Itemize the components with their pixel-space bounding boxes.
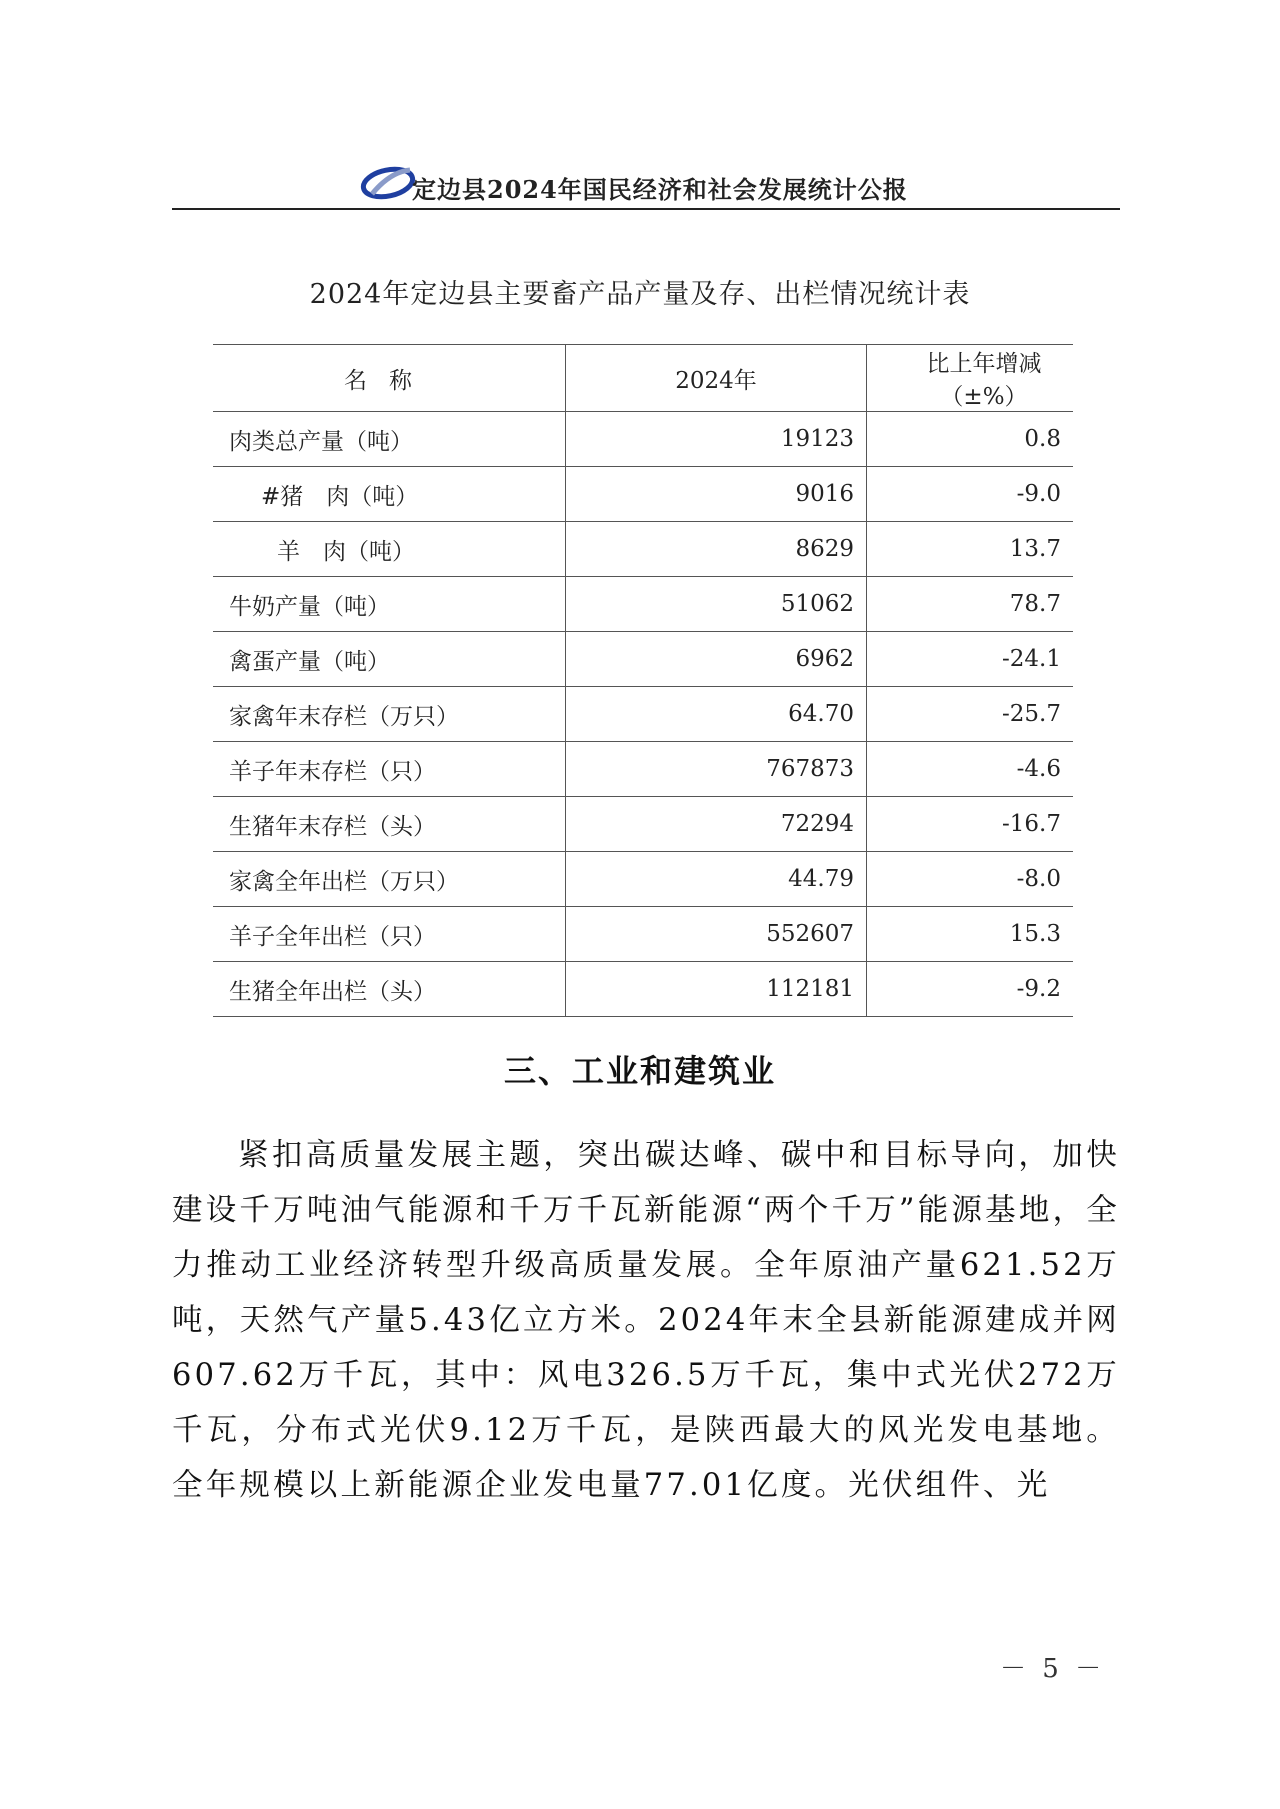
- row-value: 112181: [566, 962, 867, 1017]
- section-paragraph: 紧扣高质量发展主题，突出碳达峰、碳中和目标导向，加快建设千万吨油气能源和千万千瓦新能源“两个千万”能源基地，全力推动工业经济转型升级高质量发展。全年原油产量621.52万吨，天然气产量5.43亿立方米。2024年末全县新能源建成并网607.62万千瓦，其中：风电326.5万千瓦，集中式光伏272万千瓦，分布式光伏9.12万千瓦，是陕西最大的风光发电基地。全年规模以上新能源企业发电量77.01亿度。光伏组件、光: [172, 1138, 1120, 1503]
- row-change: -4.6: [867, 742, 1074, 797]
- row-value: 6962: [566, 632, 867, 687]
- livestock-statistics-table: [213, 344, 1073, 1017]
- row-change: -8.0: [867, 852, 1074, 907]
- row-change: 0.8: [867, 412, 1074, 467]
- row-name: 羊子全年出栏（只）: [213, 907, 566, 962]
- row-value: 51062: [566, 577, 867, 632]
- table-row: [213, 797, 1073, 852]
- table-row: [213, 522, 1073, 577]
- row-change: 15.3: [867, 907, 1074, 962]
- table-row: [213, 907, 1073, 962]
- table-row: [213, 467, 1073, 522]
- row-name: 羊 肉（吨）: [213, 522, 566, 577]
- row-value: 9016: [566, 467, 867, 522]
- row-value: 767873: [566, 742, 867, 797]
- table-row: [213, 412, 1073, 467]
- column-header-name: 名称: [213, 345, 566, 412]
- row-value: 72294: [566, 797, 867, 852]
- page-number: － 5 －: [1000, 1654, 1106, 1684]
- table-row: [213, 687, 1073, 742]
- row-name: #猪 肉（吨）: [213, 467, 566, 522]
- row-value: 64.70: [566, 687, 867, 742]
- row-value: 19123: [566, 412, 867, 467]
- table-row: [213, 742, 1073, 797]
- row-change: -9.0: [867, 467, 1074, 522]
- row-change: -24.1: [867, 632, 1074, 687]
- row-name: 家禽全年出栏（万只）: [213, 852, 566, 907]
- column-header-2024: 2024年: [566, 345, 867, 412]
- bulletin-header-title: 定边县2024年国民经济和社会发展统计公报: [412, 175, 908, 204]
- table-row: [213, 852, 1073, 907]
- row-value: 8629: [566, 522, 867, 577]
- row-name: 生猪年末存栏（头）: [213, 797, 566, 852]
- table-row: [213, 577, 1073, 632]
- row-name: 肉类总产量（吨）: [213, 412, 566, 467]
- row-name: 家禽年末存栏（万只）: [213, 687, 566, 742]
- row-name: 牛奶产量（吨）: [213, 577, 566, 632]
- table-title: 2024年定边县主要畜产品产量及存、出栏情况统计表: [309, 279, 971, 310]
- row-value: 44.79: [566, 852, 867, 907]
- row-name: 羊子年末存栏（只）: [213, 742, 566, 797]
- row-change: 13.7: [867, 522, 1074, 577]
- page-header: [172, 162, 1120, 210]
- row-name: 禽蛋产量（吨）: [213, 632, 566, 687]
- statistics-logo-icon: [360, 164, 416, 202]
- row-change: 78.7: [867, 577, 1074, 632]
- column-header-change: 比上年增减（±%）: [867, 345, 1074, 412]
- section-heading: 三、工业和建筑业: [503, 1052, 776, 1090]
- table-row: [213, 962, 1073, 1017]
- row-change: -25.7: [867, 687, 1074, 742]
- row-name: 生猪全年出栏（头）: [213, 962, 566, 1017]
- table-row: [213, 632, 1073, 687]
- row-change: -16.7: [867, 797, 1074, 852]
- row-change: -9.2: [867, 962, 1074, 1017]
- table-header-row: [213, 345, 1073, 412]
- row-value: 552607: [566, 907, 867, 962]
